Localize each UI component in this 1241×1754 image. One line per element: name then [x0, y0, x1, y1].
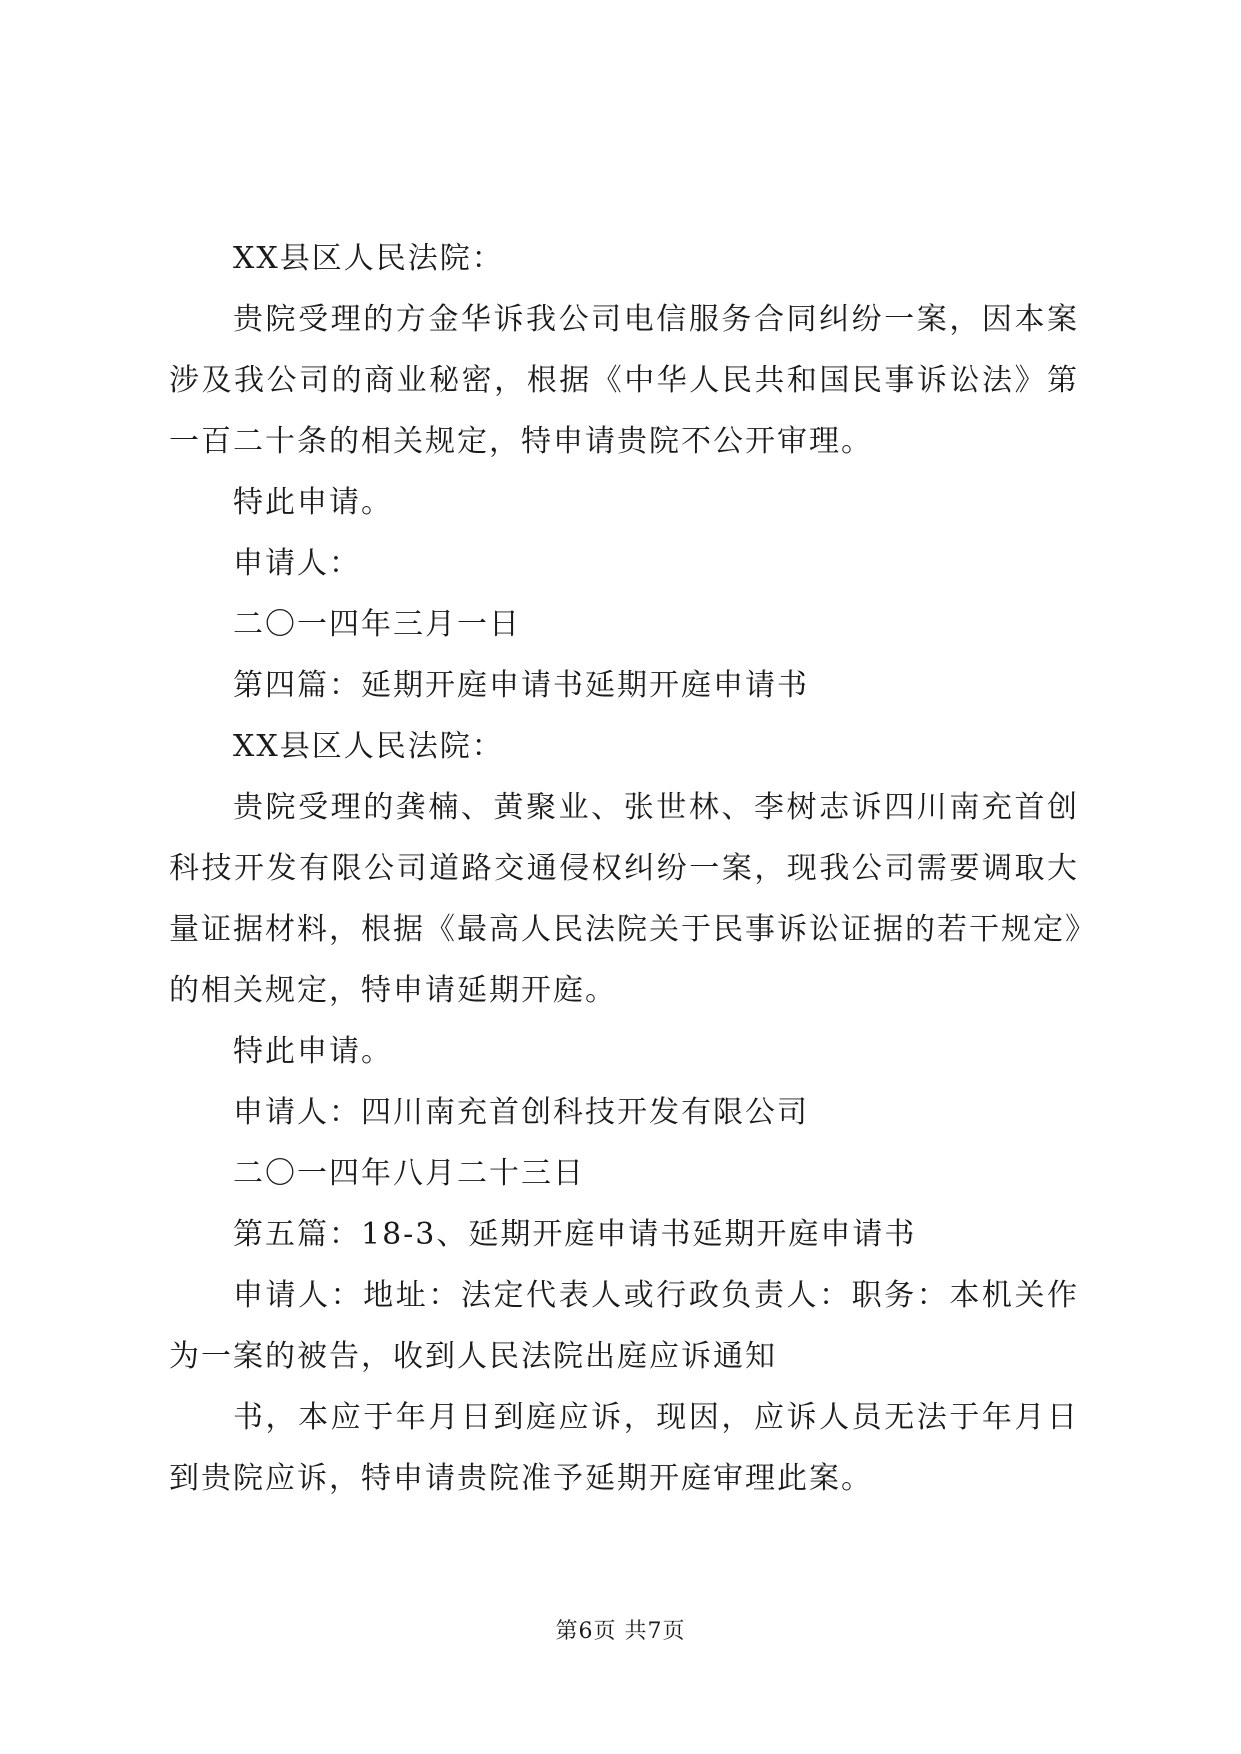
paragraph-line: 一百二十条的相关规定，特申请贵院不公开审理。: [169, 424, 873, 459]
applicant-line: 申请人：四川南充首创科技开发有限公司: [233, 1095, 809, 1130]
section-heading: 第四篇：延期开庭申请书延期开庭申请书: [233, 668, 809, 703]
paragraph-line: 贵院受理的龚楠、黄聚业、张世林、李树志诉四川南充首创: [233, 790, 1079, 825]
closing-phrase: 特此申请。: [233, 1034, 393, 1069]
applicant-line: 申请人：: [233, 546, 361, 581]
paragraph-line: 贵院受理的方金华诉我公司电信服务合同纠纷一案，因本案: [233, 302, 1079, 337]
closing-phrase: 特此申请。: [233, 485, 393, 520]
section-heading: 第五篇：18-3、延期开庭申请书延期开庭申请书: [233, 1217, 917, 1252]
document-body: [169, 228, 1097, 1509]
date-line: 二〇一四年八月二十三日: [233, 1156, 585, 1191]
paragraph-line: 涉及我公司的商业秘密，根据《中华人民共和国民事诉讼法》第: [169, 363, 1079, 398]
page-number-footer: 第6页 共7页: [555, 1619, 686, 1644]
paragraph-line: 为一案的被告，收到人民法院出庭应诉通知: [169, 1339, 777, 1374]
salutation: XX县区人民法院：: [233, 241, 504, 276]
paragraph-line: 的相关规定，特申请延期开庭。: [169, 973, 617, 1008]
paragraph-line: 到贵院应诉，特申请贵院准予延期开庭审理此案。: [169, 1461, 873, 1496]
paragraph-line: 量证据材料，根据《最高人民法院关于民事诉讼证据的若干规定》: [169, 912, 1097, 947]
date-line: 二〇一四年三月一日: [233, 607, 521, 642]
salutation: XX县区人民法院：: [233, 729, 504, 764]
paragraph-line: 科技开发有限公司道路交通侵权纠纷一案，现我公司需要调取大: [169, 851, 1079, 886]
paragraph-line: 申请人：地址：法定代表人或行政负责人：职务：本机关作: [233, 1278, 1079, 1313]
paragraph-line: 书，本应于年月日到庭应诉，现因，应诉人员无法于年月日: [233, 1400, 1079, 1435]
